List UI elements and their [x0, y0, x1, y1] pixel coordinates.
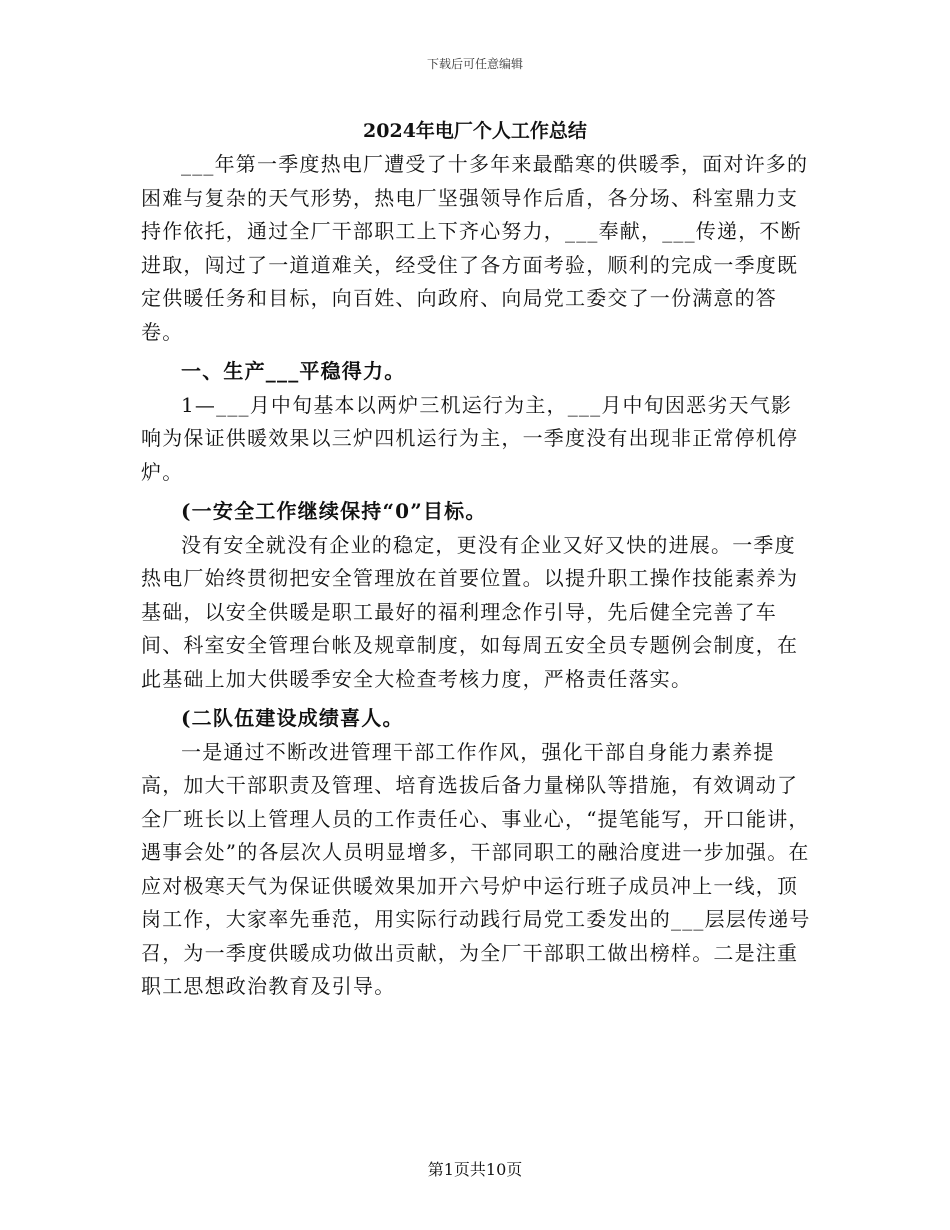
paragraph-team: 一是通过不断改进管理干部工作作风，强化干部自身能力素养提高，加大干部职责及管理、培育选拔后备力量梯队等措施，有效调动了全厂班长以上管理人员的工作责任心、事业心，“提笔能写，开口能讲，遇事会处”的各层次人员明显增多，干部同职工的融洽度进一步加强。在应对极寒天气为保证供暖效果加开六号炉中运行班子成员冲上一线，顶岗工作，大家率先垂范，用实际行动践行局党工委发出的___层层传递号召，为一季度供暖成功做出贡献，为全厂干部职工做出榜样。二是注重职工思想政治教育及引导。 [141, 739, 811, 998]
subsection-heading-team: (二队伍建设成绩喜人。 [181, 706, 404, 730]
document-title: 2024年电厂个人工作总结 [363, 120, 587, 142]
paragraph-intro: ___年第一季度热电厂遭受了十多年来最酷寒的供暖季，面对许多的困难与复杂的天气形势，热电厂坚强领导作后盾，各分场、科室鼎力支持作依托，通过全厂干部职工上下齐心努力，___奉献，___传递，不断进取，闯过了一道道难关，经受住了各方面考验，顺利的完成一季度既定供暖任务和目标，向百姓、向政府、向局党工委交了一份满意的答卷。 [141, 152, 809, 344]
page-header-note: 下载后可任意编辑 [426, 57, 523, 71]
document-body [141, 148, 811, 1004]
page-number-footer: 第1页共10页 [427, 1160, 523, 1179]
paragraph-safety: 没有安全就没有企业的稳定，更没有企业又好又快的进展。一季度热电厂始终贯彻把安全管理放在首要位置。以提升职工操作技能素养为基础，以安全供暖是职工最好的福利理念作引导，先后健全完善了车间、科室安全管理台帐及规章制度，如每周五安全员专题例会制度，在此基础上加大供暖季安全大检查考核力度，严格责任落实。 [141, 532, 799, 691]
paragraph-operations: 1—___月中旬基本以两炉三机运行为主，___月中旬因恶劣天气影响为保证供暖效果以三炉四机运行为主，一季度没有出现非正常停机停炉。 [141, 392, 799, 484]
section-heading-production: 一、生产___平稳得力。 [181, 359, 406, 383]
subsection-heading-safety: (一安全工作继续保持“0”目标。 [181, 499, 487, 523]
